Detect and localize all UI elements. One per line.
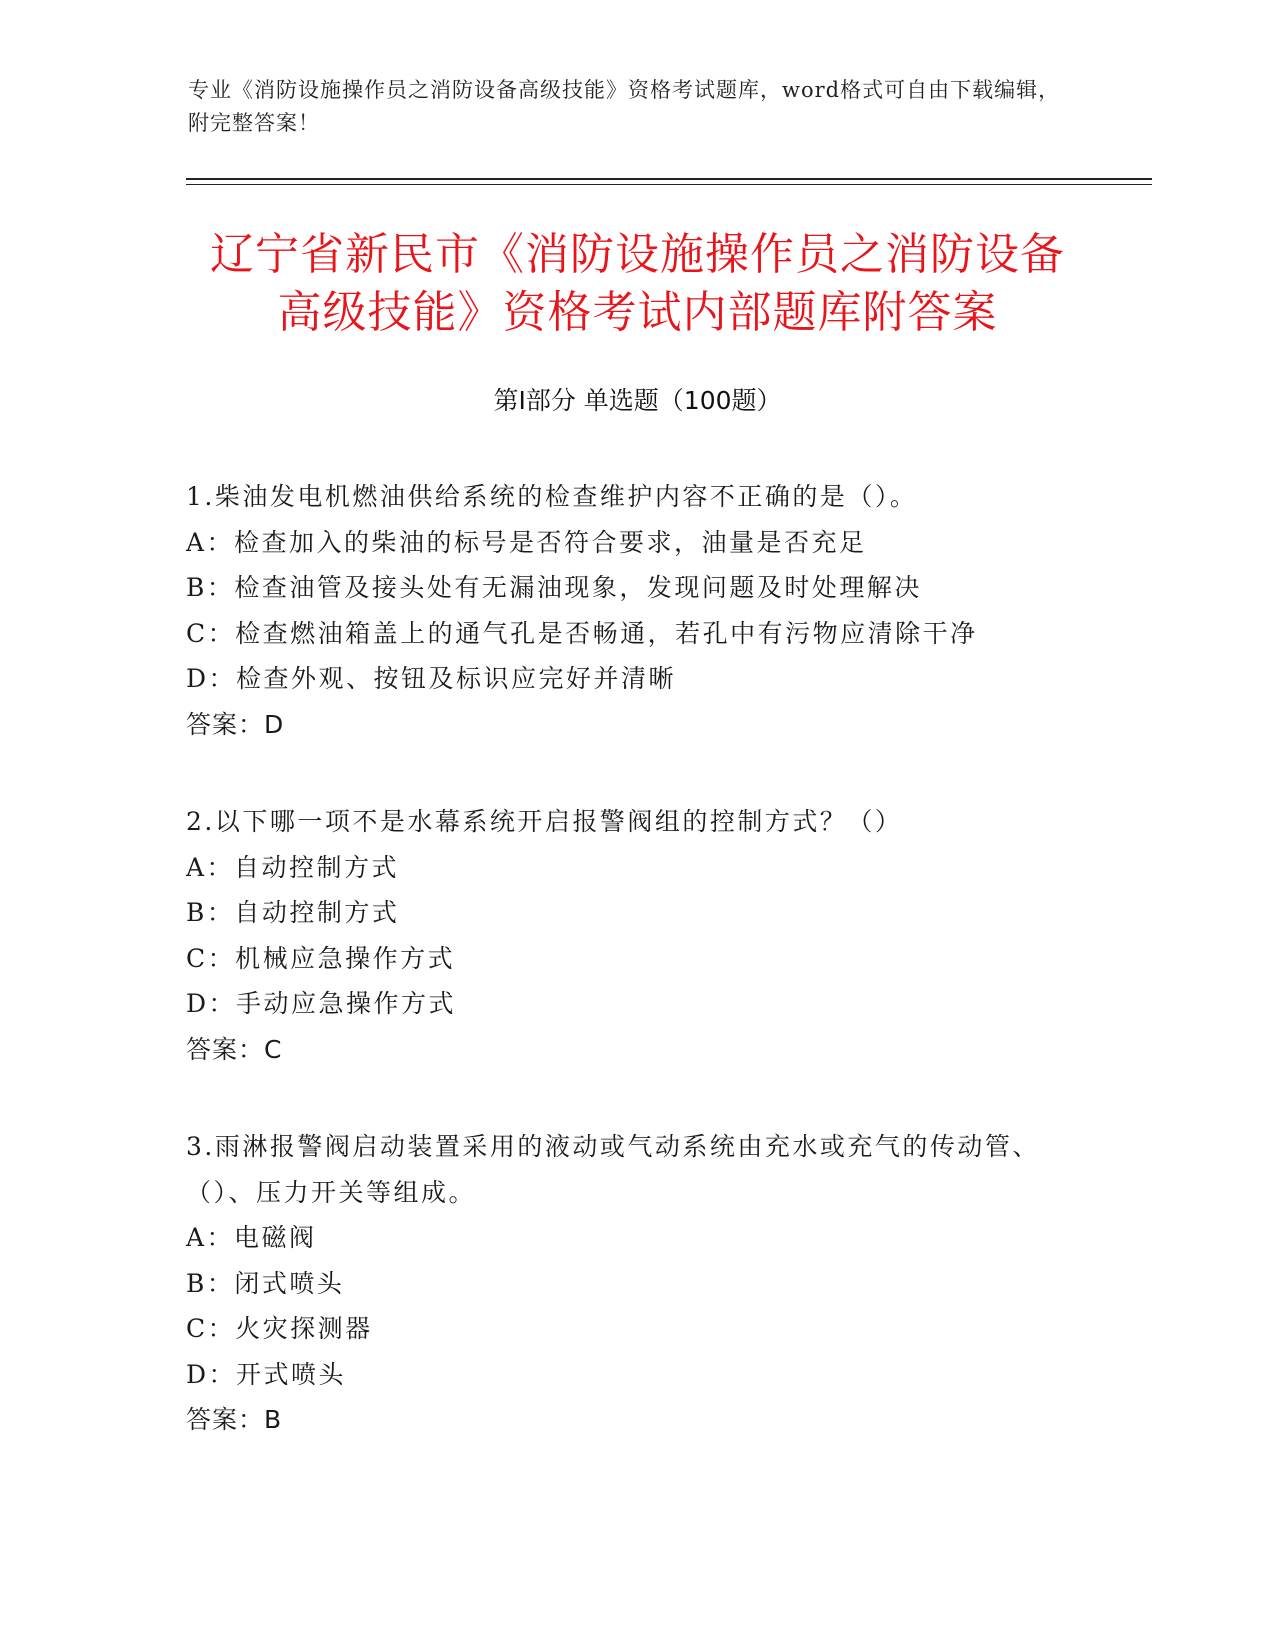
question-stem: 3.雨淋报警阀启动装置采用的液动或气动系统由充水或充气的传动管、（）、压力开关等组成。: [186, 1132, 1040, 1207]
option-d: D：检查外观、按钮及标识应完好并清晰: [186, 664, 677, 693]
question-stem: 1.柴油发电机燃油供给系统的检查维护内容不正确的是（）。: [186, 482, 918, 511]
question-3: [186, 1124, 1086, 1443]
question-list: [186, 474, 1086, 1495]
answer: 答案：D: [186, 709, 285, 739]
option-d: D：开式喷头: [186, 1359, 347, 1389]
option-c: C：机械应急操作方式: [186, 943, 456, 973]
header-rule-thin: [186, 184, 1152, 185]
option-d: D：手动应急操作方式: [186, 989, 457, 1018]
option-a: A：检查加入的柴油的标号是否符合要求，油量是否充足: [186, 527, 867, 557]
answer: 答案：C: [186, 1034, 283, 1064]
option-a: A：自动控制方式: [186, 852, 400, 882]
header-note: 专业《消防设施操作员之消防设备高级技能》资格考试题库，word格式可自由下载编辑，附完整答案！: [188, 78, 1061, 135]
option-b: B：闭式喷头: [186, 1268, 345, 1298]
question-2: [186, 799, 1086, 1072]
header-rule-thick: [186, 178, 1152, 180]
document-title-line-1: 辽宁省新民市《消防设施操作员之消防设备: [210, 229, 1065, 280]
option-b: B：检查油管及接头处有无漏油现象，发现问题及时处理解决: [186, 573, 922, 602]
document-title-line-2: 高级技能》资格考试内部题库附答案: [277, 287, 998, 338]
section-heading: 第Ⅰ部分 单选题（100题）: [493, 386, 782, 415]
document-title: [160, 226, 1115, 342]
answer: 答案：B: [186, 1405, 283, 1434]
option-b: B：自动控制方式: [186, 898, 400, 927]
option-c: C：火灾探测器: [186, 1314, 373, 1343]
option-a: A：电磁阀: [186, 1223, 317, 1252]
question-stem: 2.以下哪一项不是水幕系统开启报警阀组的控制方式？（）: [186, 807, 903, 836]
option-c: C：检查燃油箱盖上的通气孔是否畅通，若孔中有污物应清除干净: [186, 618, 978, 648]
question-1: [186, 474, 1086, 747]
